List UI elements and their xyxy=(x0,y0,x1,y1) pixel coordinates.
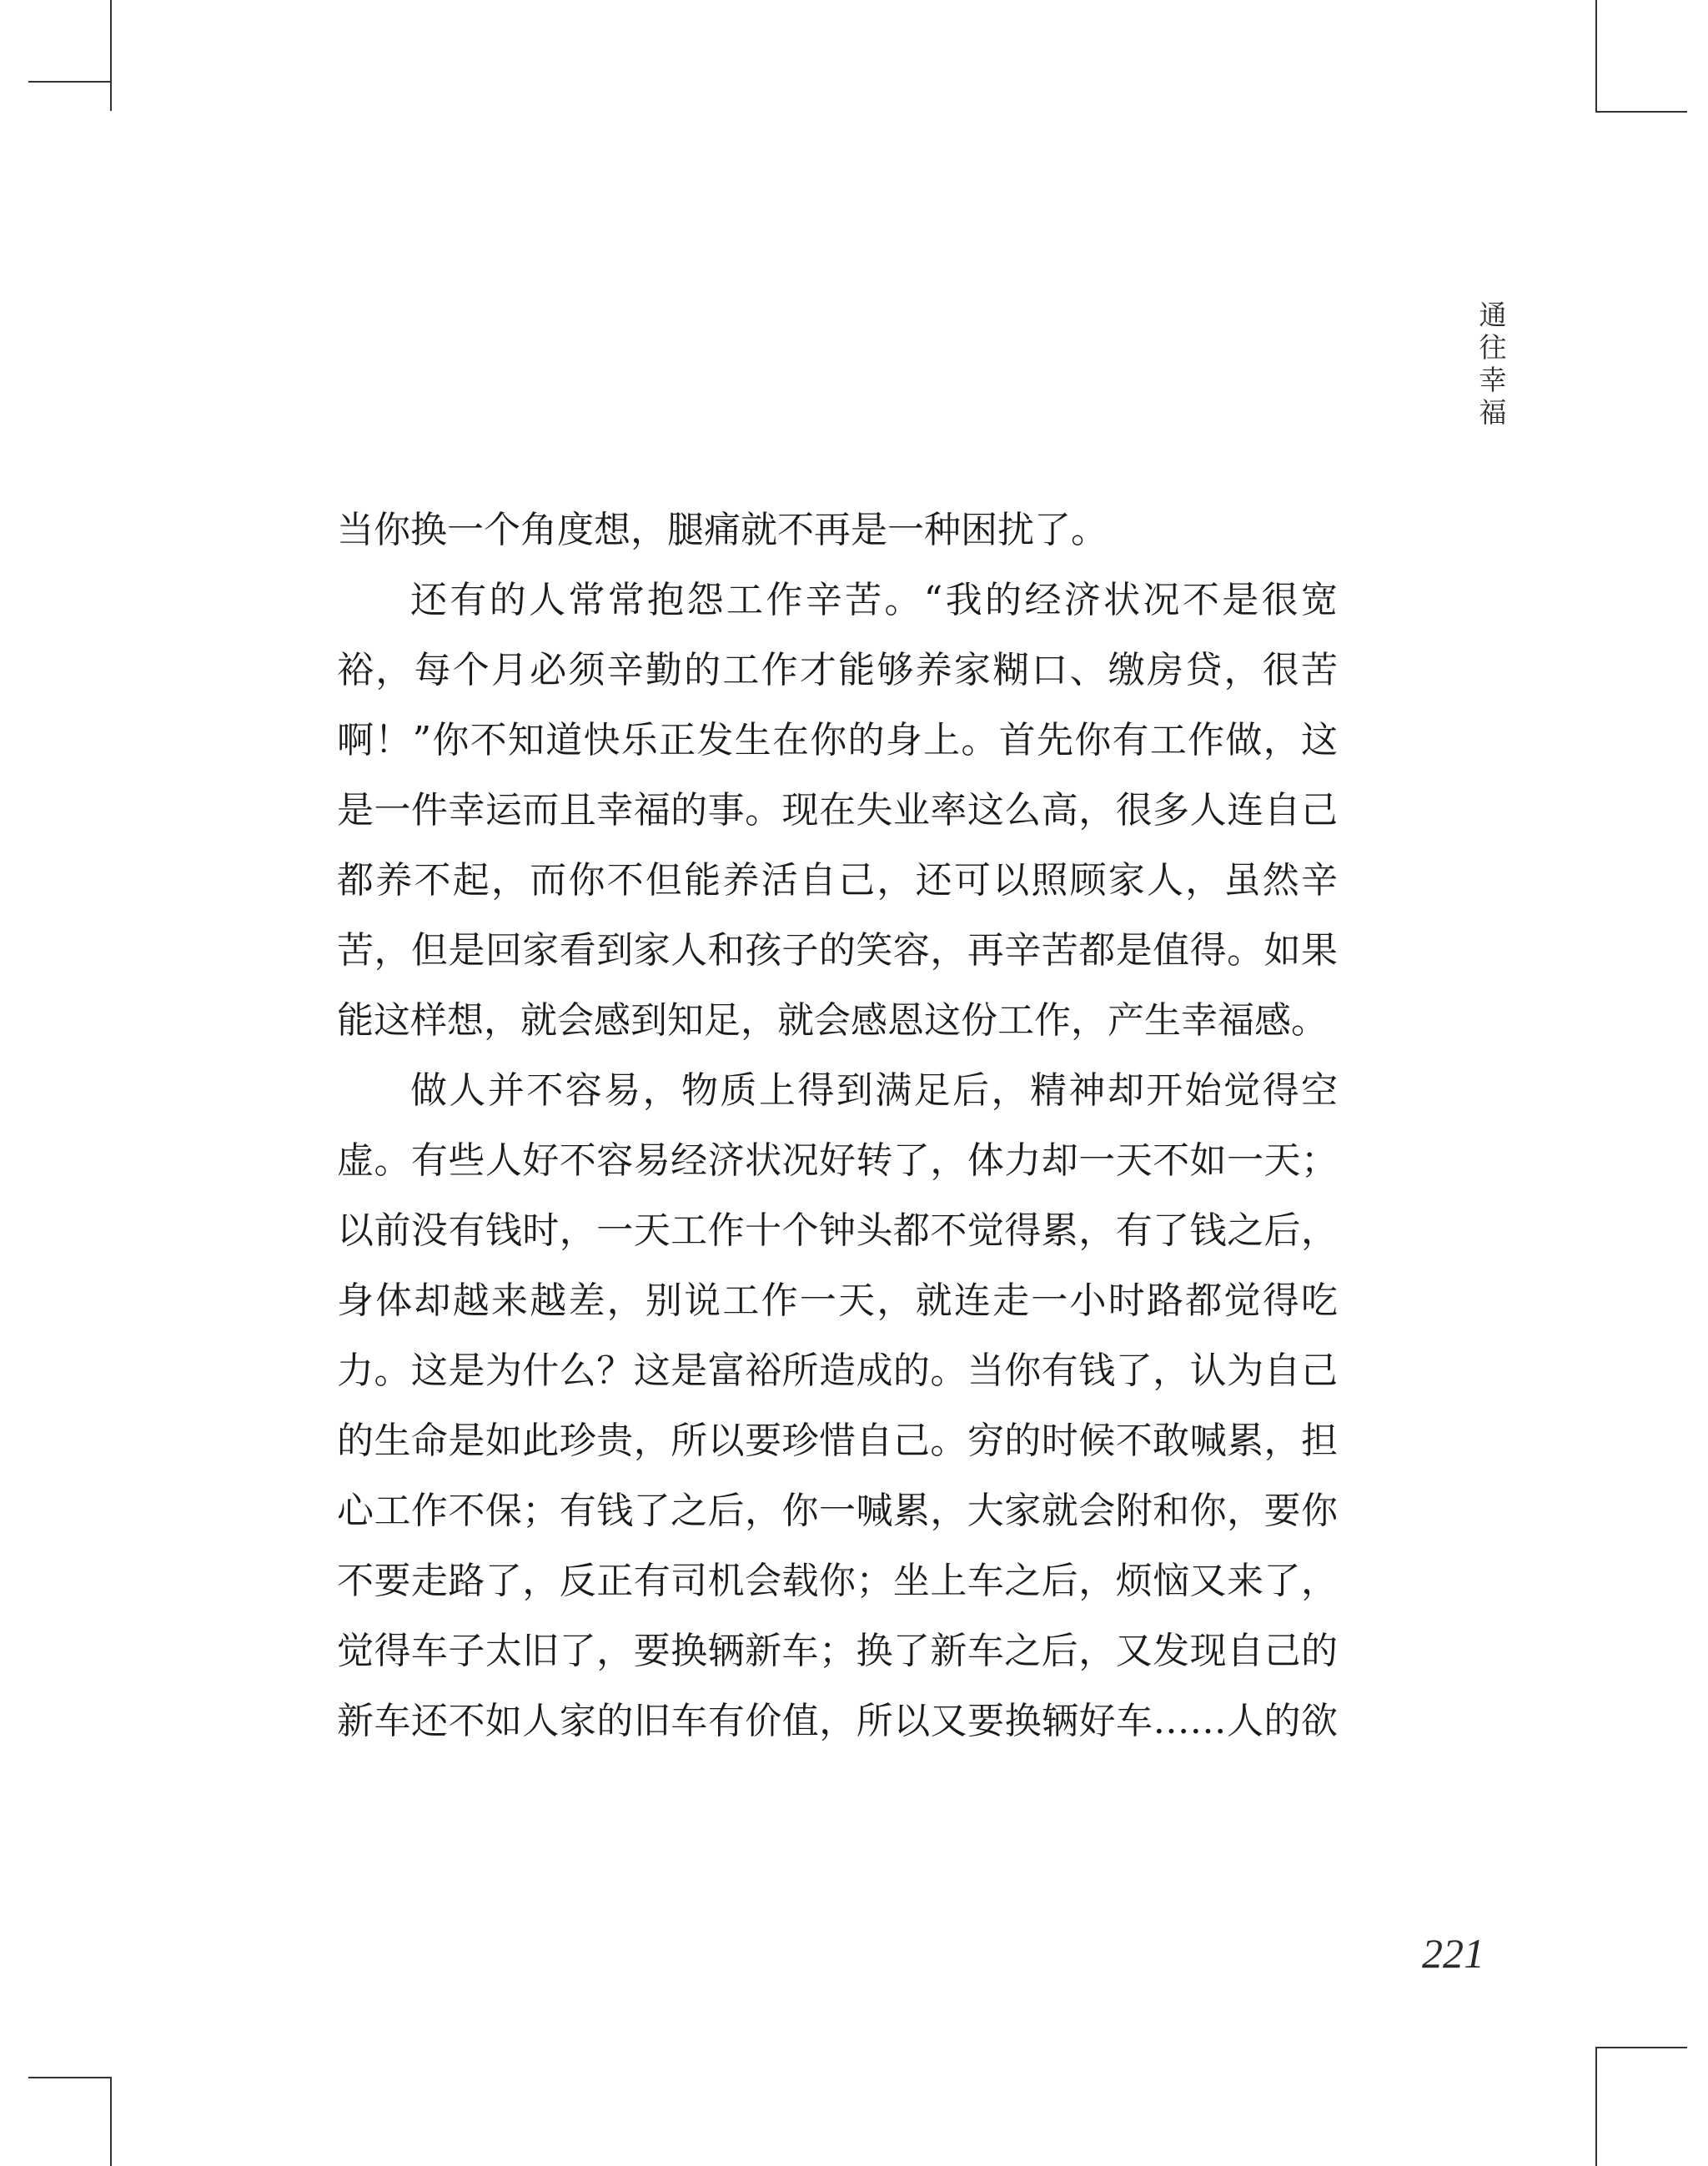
running-head-char: 往 xyxy=(1479,331,1507,364)
text-line: 是一件幸运而且幸福的事。现在失业率这么高，很多人连自己 xyxy=(337,789,1338,832)
running-head-char: 通 xyxy=(1479,299,1507,331)
text-line: 做人并不容易，物质上得到满足后，精神却开始觉得空 xyxy=(410,1069,1338,1112)
page-number: 221 xyxy=(1422,1930,1484,1977)
text-line: 都养不起，而你不但能养活自己，还可以照顾家人，虽然辛 xyxy=(337,859,1338,902)
running-head-char: 福 xyxy=(1479,396,1507,429)
paragraph xyxy=(337,1056,1338,1756)
body-text xyxy=(337,495,1338,1756)
text-line: 虚。有些人好不容易经济状况好转了，体力却一天不如一天； xyxy=(337,1139,1338,1182)
text-line: 新车还不如人家的旧车有价值，所以又要换辆好车……人的欲 xyxy=(337,1700,1338,1742)
text-line: 啊！”你不知道快乐正发生在你的身上。首先你有工作做，这 xyxy=(337,719,1338,761)
text-line: 当你换一个角度想，腿痛就不再是一种困扰了。 xyxy=(337,509,1108,551)
text-line: 不要走路了，反正有司机会载你；坐上车之后，烦恼又来了， xyxy=(337,1560,1338,1602)
text-line: 裕，每个月必须辛勤的工作才能够养家糊口、缴房贷，很苦 xyxy=(337,649,1338,691)
text-line: 力。这是为什么？这是富裕所造成的。当你有钱了，认为自己 xyxy=(337,1349,1338,1392)
text-line: 心工作不保；有钱了之后，你一喊累，大家就会附和你，要你 xyxy=(337,1490,1338,1532)
text-line: 以前没有钱时，一天工作十个钟头都不觉得累，有了钱之后， xyxy=(337,1209,1338,1252)
text-line: 觉得车子太旧了，要换辆新车；换了新车之后，又发现自己的 xyxy=(337,1630,1338,1672)
text-line: 身体却越来越差，别说工作一天，就连走一小时路都觉得吃 xyxy=(337,1279,1338,1322)
paragraph xyxy=(337,495,1338,565)
text-line: 能这样想，就会感到知足，就会感恩这份工作，产生幸福感。 xyxy=(337,999,1328,1042)
text-line: 的生命是如此珍贵，所以要珍惜自己。穷的时候不敢喊累，担 xyxy=(337,1420,1338,1462)
running-head-char: 幸 xyxy=(1479,364,1507,396)
text-line: 苦，但是回家看到家人和孩子的笑容，再辛苦都是值得。如果 xyxy=(337,929,1338,972)
paragraph xyxy=(337,565,1338,1056)
text-line: 还有的人常常抱怨工作辛苦。“我的经济状况不是很宽 xyxy=(410,579,1338,621)
running-head xyxy=(1476,299,1510,429)
